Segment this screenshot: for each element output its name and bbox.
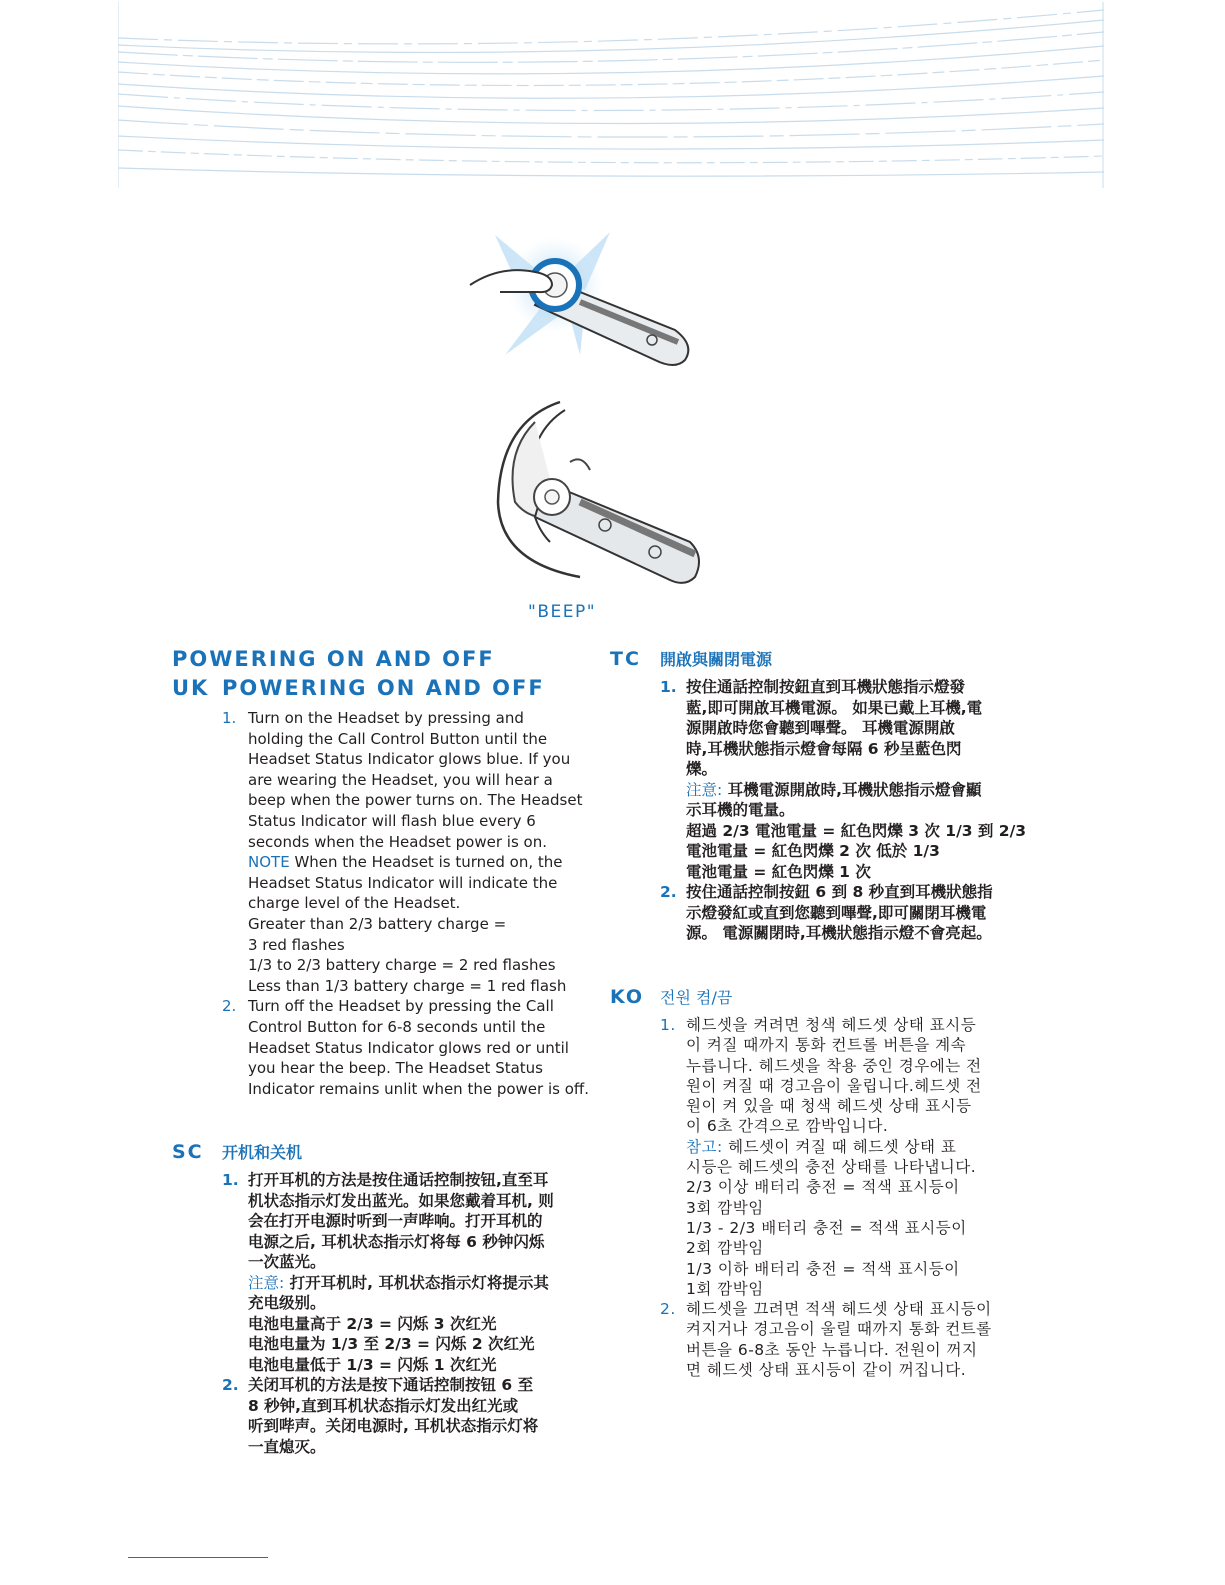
- note-text: When the Headset is turned on, the: [289, 853, 563, 872]
- text-line: 시등은 헤드셋의 충전 상태를 나타냅니다.: [686, 1158, 977, 1177]
- headset-press-illustration: [460, 230, 700, 390]
- uk-code: UK: [172, 676, 210, 700]
- text-line: 充电级别。: [248, 1294, 326, 1312]
- text-line: 电池电量为 1/3 至 2/3 = 闪烁 2 次红光: [248, 1335, 535, 1353]
- ko-list: [660, 1015, 1050, 1380]
- text-line: Indicator remains unlit when the power is off.: [248, 1079, 590, 1098]
- footer-rule: [128, 1557, 268, 1558]
- tc-list: [660, 677, 1040, 944]
- text-line: 헤드셋을 켜려면 청색 헤드셋 상태 표시등: [686, 1016, 977, 1034]
- text-line: 이 켜질 때까지 통화 컨트롤 버튼을 계속: [686, 1036, 967, 1055]
- uk-item-1: [222, 708, 592, 996]
- uk-list: [222, 708, 592, 1099]
- text-line: 电源之后, 耳机状态指示灯将每 6 秒钟闪烁: [248, 1232, 545, 1251]
- header-swoosh-graphic: [118, 0, 1104, 190]
- text-line: are wearing the Headset, you will hear a: [248, 770, 553, 789]
- sc-item-1: [222, 1170, 592, 1375]
- beep-caption: "BEEP": [528, 602, 597, 622]
- note-line: [686, 1137, 1050, 1157]
- text-line: 按住通話控制按鈕直到耳機狀態指示燈發: [686, 678, 966, 696]
- text-line: 听到哔声。关闭电源时, 耳机状态指示灯将: [248, 1417, 539, 1435]
- text-line: Headset Status Indicator glows blue. If you: [248, 750, 571, 769]
- text-line: 关闭耳机的方法是按下通话控制按钮 6 至: [248, 1376, 534, 1394]
- text-line: 机状态指示灯发出蓝光。如果您戴着耳机, 则: [248, 1191, 554, 1210]
- tc-item-2: [660, 882, 1040, 944]
- note-label: NOTE: [248, 853, 290, 872]
- text-line: 源。 電源關閉時,耳機狀態指示燈不會亮起。: [686, 924, 992, 942]
- text-line: 示耳機的電量。: [686, 801, 795, 819]
- text-line: 2회 깜박임: [686, 1239, 764, 1258]
- note-label: 注意:: [248, 1273, 285, 1292]
- text-line: 버튼을 6-8초 동안 누릅니다. 전원이 꺼지: [686, 1340, 978, 1359]
- sc-code: SC: [172, 1141, 204, 1163]
- text-line: 이 6초 간격으로 깜박입니다.: [686, 1117, 889, 1136]
- tc-title: 開啟與關閉電源: [660, 650, 773, 669]
- text-line: 藍,即可開啟耳機電源。 如果已戴上耳機,電: [686, 698, 983, 717]
- list-number: 2.: [222, 997, 237, 1016]
- list-number: 2.: [660, 1300, 676, 1319]
- text-line: 1회 깜박임: [686, 1279, 764, 1298]
- ko-code: KO: [610, 986, 645, 1008]
- text-line: Greater than 2/3 battery charge =: [248, 914, 507, 933]
- text-line: 時,耳機狀態指示燈會每隔 6 秒呈藍色閃: [686, 739, 962, 758]
- text-line: 示燈發紅或直到您聽到嗶聲,即可關閉耳機電: [686, 903, 987, 922]
- text-line: 원이 켜질 때 경고음이 울립니다.헤드셋 전: [686, 1076, 982, 1095]
- note-label: 참고:: [686, 1137, 723, 1156]
- ko-item-2: [660, 1299, 1050, 1380]
- sc-list: [222, 1170, 592, 1457]
- text-line: 打开耳机的方法是按住通话控制按钮,直至耳: [248, 1171, 549, 1189]
- uk-item-2: [222, 996, 592, 1099]
- note-line: [248, 852, 592, 873]
- ko-item-1: [660, 1015, 1050, 1299]
- text-line: you hear the beep. The Headset Status: [248, 1059, 543, 1078]
- note-text: 耳機電源開啟時,耳機狀態指示燈會顯: [722, 780, 982, 799]
- text-line: 電池電量 = 紅色閃爍 2 次 低於 1/3: [686, 842, 940, 860]
- headset-on-ear-illustration: [490, 392, 710, 592]
- text-line: 一次蓝光。: [248, 1253, 326, 1271]
- text-line: seconds when the Headset power is on.: [248, 832, 547, 851]
- note-line: [248, 1273, 592, 1294]
- list-number: 1.: [222, 1171, 239, 1189]
- text-line: 按住通話控制按鈕 6 到 8 秒直到耳機狀態指: [686, 883, 993, 901]
- text-line: Status Indicator will flash blue every 6: [248, 811, 536, 830]
- text-line: Turn off the Headset by pressing the Call: [248, 997, 554, 1016]
- text-line: 会在打开电源时听到一声哔响。打开耳机的: [248, 1212, 543, 1230]
- uk-title: POWERING ON AND OFF: [222, 676, 545, 700]
- text-line: Control Button for 6-8 seconds until the: [248, 1017, 546, 1036]
- text-line: 1/3 이하 배터리 충전 = 적색 표시등이: [686, 1259, 960, 1278]
- text-line: Less than 1/3 battery charge = 1 red flash: [248, 976, 567, 995]
- text-line: 3회 깜박임: [686, 1198, 764, 1217]
- list-number: 2.: [660, 883, 677, 901]
- text-line: 면 헤드셋 상태 표시등이 같이 꺼집니다.: [686, 1361, 967, 1380]
- text-line: 電池電量 = 紅色閃爍 1 次: [686, 862, 871, 881]
- text-line: 一直熄灭。: [248, 1437, 326, 1456]
- text-line: 2/3 이상 배터리 충전 = 적색 표시등이: [686, 1178, 960, 1197]
- page-title: POWERING ON AND OFF: [172, 647, 495, 671]
- text-line: Turn on the Headset by pressing and: [248, 709, 524, 727]
- text-line: Headset Status Indicator glows red or until: [248, 1038, 569, 1057]
- text-line: 电池电量高于 2/3 = 闪烁 3 次红光: [248, 1314, 497, 1333]
- note-line: [686, 780, 1040, 801]
- text-line: 电池电量低于 1/3 = 闪烁 1 次红光: [248, 1355, 497, 1374]
- text-line: 헤드셋을 끄려면 적색 헤드셋 상태 표시등이: [686, 1300, 992, 1319]
- text-line: 爍。: [686, 760, 718, 778]
- text-line: holding the Call Control Button until the: [248, 729, 548, 748]
- text-line: 누릅니다. 헤드셋을 착용 중인 경우에는 전: [686, 1056, 982, 1075]
- sc-title: 开机和关机: [222, 1143, 303, 1162]
- list-number: 2.: [222, 1376, 239, 1394]
- text-line: 켜지거나 경고음이 울릴 때까지 통화 컨트롤: [686, 1320, 992, 1339]
- ko-section-title: [610, 985, 732, 1008]
- list-number: 1.: [660, 678, 677, 696]
- text-line: 源開啟時您會聽到嗶聲。 耳機電源開啟: [686, 719, 955, 737]
- tc-code: TC: [610, 648, 641, 670]
- text-line: 8 秒钟,直到耳机状态指示灯发出红光或: [248, 1396, 519, 1415]
- tc-section-title: [610, 647, 772, 670]
- sc-item-2: [222, 1375, 592, 1457]
- text-line: 3 red flashes: [248, 935, 345, 954]
- text-line: 원이 켜 있을 때 청색 헤드셋 상태 표시등: [686, 1097, 972, 1116]
- sc-section-title: [172, 1140, 302, 1163]
- text-line: 超過 2/3 電池電量 = 紅色閃爍 3 次 1/3 到 2/3: [686, 821, 1027, 840]
- text-line: charge level of the Headset.: [248, 894, 461, 913]
- text-line: Headset Status Indicator will indicate the: [248, 873, 558, 892]
- uk-section-title: [172, 676, 545, 700]
- tc-item-1: [660, 677, 1040, 882]
- text-line: 1/3 - 2/3 배터리 충전 = 적색 표시등이: [686, 1218, 967, 1237]
- list-number: 1.: [222, 709, 237, 727]
- note-text: 헤드셋이 켜질 때 헤드셋 상태 표: [722, 1137, 957, 1156]
- note-text: 打开耳机时, 耳机状态指示灯将提示其: [284, 1273, 549, 1292]
- text-line: 1/3 to 2/3 battery charge = 2 red flashes: [248, 956, 556, 975]
- note-label: 注意:: [686, 780, 723, 799]
- ko-title: 전원 켬/끔: [660, 988, 733, 1007]
- text-line: beep when the power turns on. The Headset: [248, 791, 583, 810]
- list-number: 1.: [660, 1016, 676, 1034]
